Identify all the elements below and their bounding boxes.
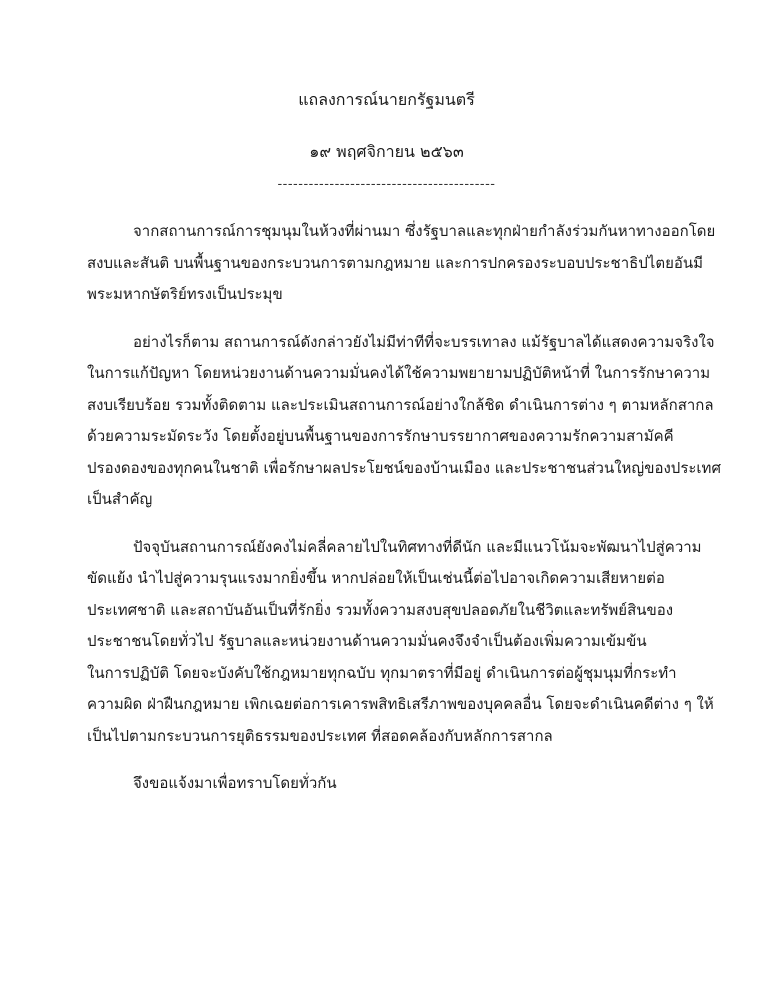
paragraph-line: สงบเรียบร้อย รวมทั้งติดตาม และประเมินสถานการณ์อย่างใกล้ชิด ดำเนินการต่าง ๆ ตามหลักสากล	[87, 395, 714, 414]
paragraph-line: ประชาชนโดยทั่วไป รัฐบาลและหน่วยงานด้านความมั่นคงจึงจำเป็นต้องเพิ่มความเข้มข้น	[87, 632, 647, 650]
paragraph-line: สงบและสันติ บนพื้นฐานของกระบวนการตามกฎหมาย และการปกครองระบอบประชาธิปไตยอันมี	[87, 253, 704, 272]
paragraph-line: ในการปฏิบัติ โดยจะบังคับใช้กฎหมายทุกฉบับ ทุกมาตราที่มีอยู่ ดำเนินการต่อผู้ชุมนุมที่กระทำ	[87, 663, 677, 682]
paragraph	[87, 768, 687, 800]
paragraph-line: ประเทศชาติ และสถาบันอันเป็นที่รักยิ่ง รวมทั้งความสงบสุขปลอดภัยในชีวิตและทรัพย์สินของ	[87, 600, 674, 619]
paragraph-line: จึงขอแจ้งมาเพื่อทราบโดยทั่วกัน	[133, 774, 337, 792]
paragraph	[87, 216, 716, 311]
paragraph	[87, 327, 721, 516]
paragraph-line: ปรองดองของทุกคนในชาติ เพื่อรักษาผลประโยชน์ของบ้านเมือง และประชาชนส่วนใหญ่ของประเทศ	[87, 458, 721, 477]
paragraph-line: ความผิด ฝ่าฝืนกฎหมาย เพิกเฉยต่อการเคารพสิทธิเสรีภาพของบุคคลอื่น โดยจะดำเนินคดีต่าง ๆ ให้	[87, 695, 714, 713]
paragraph-line: ขัดแย้ง นำไปสู่ความรุนแรงมากยิ่งขึ้น หากปล่อยให้เป็นเช่นนี้ต่อไปอาจเกิดความเสียหายต่อ	[87, 569, 665, 587]
paragraph-line: ในการแก้ปัญหา โดยหน่วยงานด้านความมั่นคงได้ใช้ความพยายามปฏิบัติหน้าที่ ในการรักษาความ	[87, 364, 711, 382]
document-title: แถลงการณ์นายกรัฐมนตรี	[298, 90, 475, 109]
paragraph-line: อย่างไรก็ตาม สถานการณ์ดังกล่าวยังไม่มีท่าทีที่จะบรรเทาลง แม้รัฐบาลได้แสดงความจริงใจ	[133, 332, 715, 351]
paragraph-line: ปัจจุบันสถานการณ์ยังคงไม่คลี่คลายไปในทิศทางที่ดีนัก และมีแนวโน้มจะพัฒนาไปสู่ความ	[133, 537, 702, 556]
paragraph	[87, 532, 714, 753]
paragraph-line: พระมหากษัตริย์ทรงเป็นประมุข	[87, 285, 283, 303]
document-date: ๑๙ พฤศจิกายน ๒๕๖๓	[309, 142, 464, 161]
paragraph-line: ด้วยความระมัดระวัง โดยตั้งอยู่บนพื้นฐานของการรักษาบรรยากาศของความรักความสามัคคี	[87, 427, 674, 445]
divider-line: ------------------------------------------	[277, 177, 496, 192]
paragraph-line: จากสถานการณ์การชุมนุมในห้วงที่ผ่านมา ซึ่งรัฐบาลและทุกฝ่ายกำลังร่วมกันหาทางออกโดย	[133, 222, 716, 240]
paragraph-line: เป็นสำคัญ	[87, 490, 153, 508]
document-body	[87, 216, 721, 816]
paragraph-line: เป็นไปตามกระบวนการยุติธรรมของประเทศ ที่สอดคล้องกับหลักการสากล	[87, 726, 553, 745]
